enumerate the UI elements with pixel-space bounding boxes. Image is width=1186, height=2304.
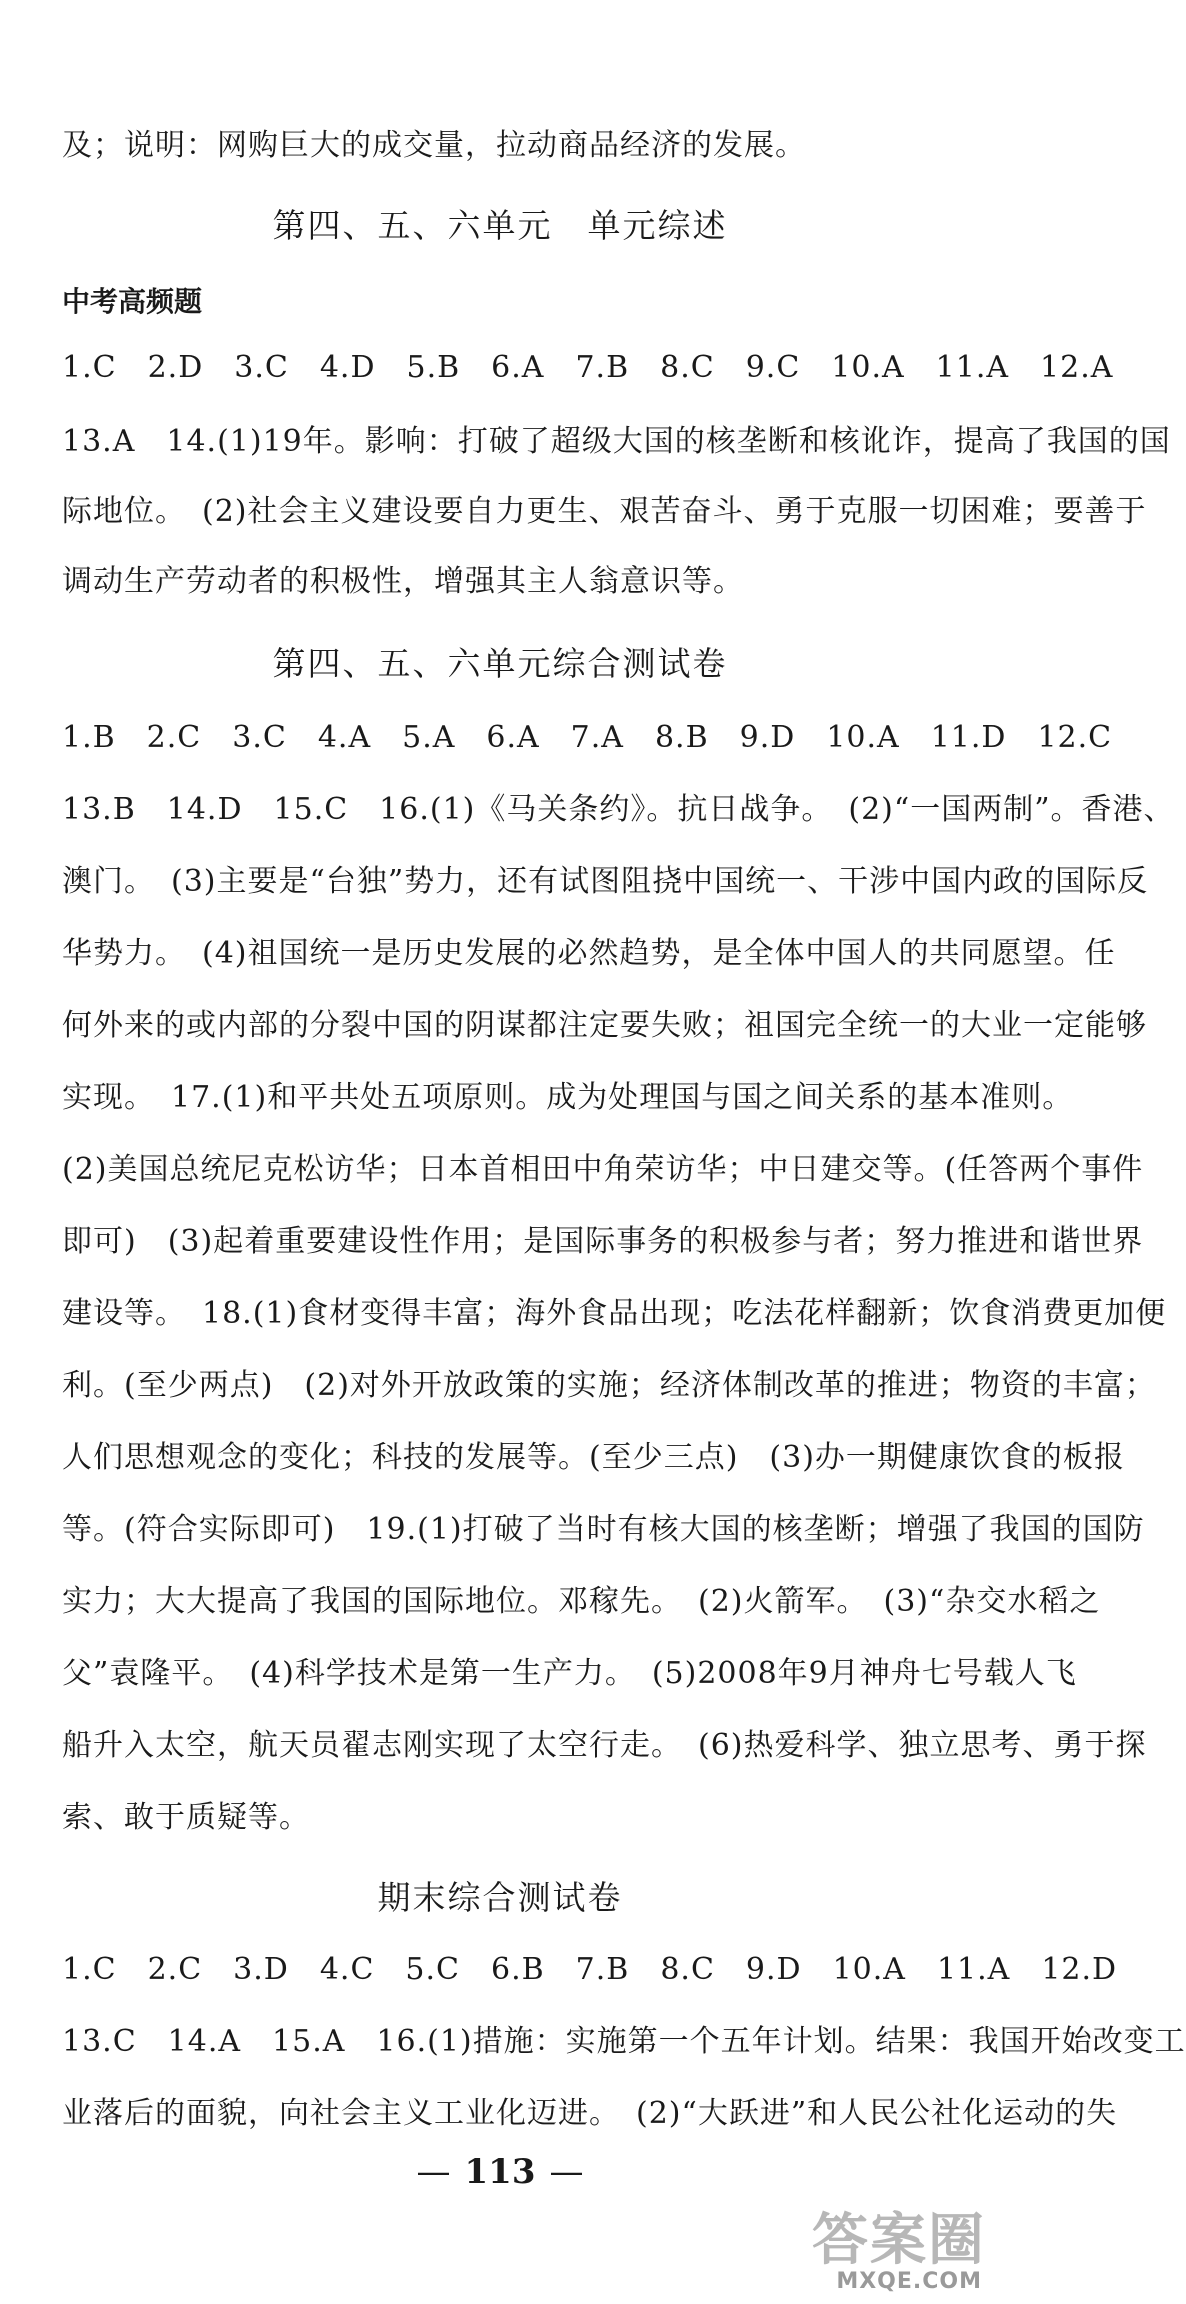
section-heading-unit-summary: 第四、五、六单元 单元综述	[272, 206, 728, 245]
answer-line: 实现。 17.(1)和平共处五项原则。成为处理国与国之间关系的基本准则。	[62, 1080, 1074, 1115]
answer-line: 建设等。 18.(1)食材变得丰富；海外食品出现；吃法花样翻新；饮食消费更加便	[62, 1296, 1167, 1331]
answer-line: 澳门。 (3)主要是“台独”势力，还有试图阻挠中国统一、干涉中国内政的国际反	[62, 864, 1149, 899]
page-number-dash-left: —	[416, 2152, 451, 2192]
answer-line: 人们思想观念的变化；科技的发展等。(至少三点) (3)办一期健康饮食的板报	[62, 1440, 1125, 1475]
page-number-dash-right: —	[549, 2152, 584, 2192]
watermark-url: MXQE.COM	[836, 2269, 982, 2294]
answer-line: 即可) (3)起着重要建设性作用；是国际事务的积极参与者；努力推进和谐世界	[62, 1224, 1144, 1259]
watermark	[756, 2196, 986, 2296]
answer-line: 船升入太空，航天员翟志刚实现了太空行走。 (6)热爱科学、独立思考、勇于探	[62, 1728, 1147, 1763]
section-heading-unit-test: 第四、五、六单元综合测试卷	[272, 644, 728, 683]
answer-line: 父”袁隆平。 (4)科学技术是第一生产力。 (5)2008年9月神舟七号载人飞	[62, 1656, 1077, 1691]
answer-line: 13.A 14.(1)19年。影响：打破了超级大国的核垄断和核讹诈，提高了我国的国	[62, 424, 1171, 459]
answer-line: 13.C 14.A 15.A 16.(1)措施：实施第一个五年计划。结果：我国开始改变工	[62, 2024, 1186, 2059]
answer-line: 13.B 14.D 15.C 16.(1)《马关条约》。抗日战争。 (2)“一国两制”。香港、	[62, 792, 1175, 827]
answer-line: 际地位。 (2)社会主义建设要自力更生、艰苦奋斗、勇于克服一切困难；要善于	[62, 494, 1147, 529]
answer-line: (2)美国总统尼克松访华；日本首相田中角荣访华；中日建交等。(任答两个事件	[62, 1152, 1144, 1187]
answer-line: 华势力。 (4)祖国统一是历史发展的必然趋势，是全体中国人的共同愿望。任	[62, 936, 1116, 971]
watermark-logo: 答案圈	[812, 2208, 986, 2273]
subheading-exam-frequent: 中考高频题	[62, 285, 203, 318]
answer-line: 等。(符合实际即可) 19.(1)打破了当时有核大国的核垄断；增强了我国的国防	[62, 1512, 1145, 1547]
answer-line: 利。(至少两点) (2)对外开放政策的实施；经济体制改革的推进；物资的丰富；	[62, 1368, 1156, 1403]
answer-line: 业落后的面貌，向社会主义工业化迈进。 (2)“大跃进”和人民公社化运动的失	[62, 2096, 1118, 2131]
answer-line: 1.B 2.C 3.C 4.A 5.A 6.A 7.A 8.B 9.D 10.A 11.D 12.C	[62, 720, 1113, 755]
answer-line: 实力；大大提高了我国的国际地位。邓稼先。 (2)火箭军。 (3)“杂交水稻之	[62, 1584, 1101, 1619]
answer-line: 1.C 2.C 3.D 4.C 5.C 6.B 7.B 8.C 9.D 10.A 11.A 12.D	[62, 1952, 1118, 1987]
page-number-value: 113	[464, 2152, 536, 2192]
text-line: 及；说明：网购巨大的成交量，拉动商品经济的发展。	[62, 128, 806, 163]
answer-line: 索、敢于质疑等。	[62, 1800, 310, 1835]
answer-line: 1.C 2.D 3.C 4.D 5.B 6.A 7.B 8.C 9.C 10.A 11.A 12.A	[62, 350, 1114, 385]
section-heading-final-test: 期末综合测试卷	[377, 1878, 623, 1917]
answer-line: 调动生产劳动者的积极性，增强其主人翁意识等。	[62, 564, 744, 599]
page-number	[0, 2150, 1000, 2194]
answer-line: 何外来的或内部的分裂中国的阴谋都注定要失败；祖国完全统一的大业一定能够	[62, 1008, 1147, 1043]
